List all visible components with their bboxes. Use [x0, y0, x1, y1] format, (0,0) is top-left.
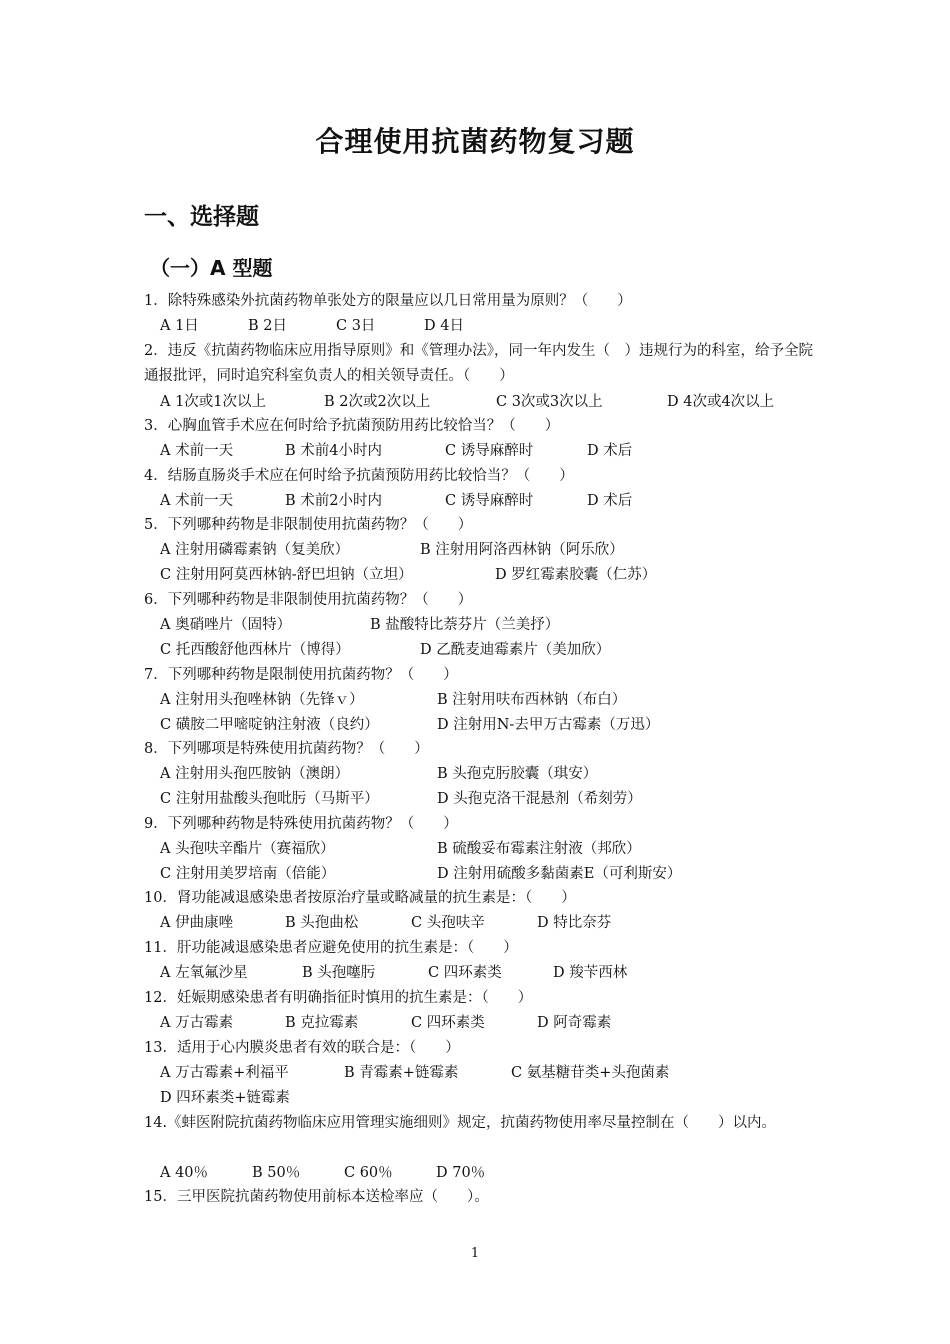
question-11: 11．肝功能减退感染患者应避免使用的抗生素是：（ ）: [144, 940, 518, 956]
option-a: A 术前一天: [160, 493, 234, 509]
option-b: B 2次或2次以上: [324, 394, 431, 410]
option-c: C 磺胺二甲嘧啶钠注射液（良约）: [160, 717, 379, 733]
option-d: D 4次或4次以上: [667, 394, 775, 410]
option-a: A 注射用磷霉素钠（复美欣）: [160, 542, 350, 558]
question-10: 10．肾功能减退感染患者按原治疗量或略减量的抗生素是：（ ）: [144, 890, 576, 906]
option-c: C 60％: [344, 1165, 393, 1181]
option-a: A 左氧氟沙星: [160, 965, 248, 981]
subsection-heading: （一）A 型题: [150, 256, 273, 280]
option-b: B 头孢曲松: [285, 915, 359, 931]
option-b: B 盐酸特比萘芬片（兰美抒）: [370, 617, 560, 633]
question-3: 3．心胸血管手术应在何时给予抗菌预防用药比较恰当？（ ）: [144, 418, 560, 434]
option-b: B 头孢克肟胶囊（琪安）: [437, 766, 598, 782]
question-4: 4．结肠直肠炎手术应在何时给予抗菌预防用药比较恰当？（ ）: [144, 468, 574, 484]
option-c: C 头孢呋辛: [411, 915, 485, 931]
option-c: C 诱导麻醉时: [445, 443, 534, 459]
option-b: B 注射用阿洛西林钠（阿乐欣）: [420, 542, 624, 558]
question-2: 2．违反《抗菌药物临床应用指导原则》和《管理办法》，同一年内发生（ ）违规行为的科室，给予全院通报批评，同时追究科室负责人的相关领导责任。（ ）: [144, 343, 813, 384]
option-d: D 注射用N-去甲万古霉素（万迅）: [437, 717, 660, 733]
question-1: 1．除特殊感染外抗菌药物单张处方的限量应以几日常用量为原则？（ ）: [144, 293, 632, 309]
option-d: D 乙酰麦迪霉素片（美加欣）: [420, 642, 611, 658]
option-a: A 奥硝唑片（固特）: [160, 617, 292, 633]
question-7: 7．下列哪种药物是限制使用抗菌药物？（ ）: [144, 667, 458, 683]
option-d: D 术后: [587, 443, 633, 459]
option-c: C 四环素类: [411, 1015, 485, 1031]
page-number: 1: [470, 1246, 480, 1261]
option-b: B 头孢噻肟: [302, 965, 376, 981]
option-b: B 克拉霉素: [285, 1015, 359, 1031]
option-d: D 4日: [424, 318, 464, 334]
option-d: D 阿奇霉素: [537, 1015, 612, 1031]
option-b: B 术前2小时内: [285, 493, 382, 509]
option-b: B 2日: [248, 318, 287, 334]
option-b: B 青霉素+链霉素: [344, 1065, 459, 1081]
option-d: D 头孢克洛干混悬剂（希刻劳）: [437, 791, 642, 807]
option-a: A 1日: [160, 318, 199, 334]
option-b: B 硫酸妥布霉素注射液（邦欣）: [437, 841, 641, 857]
option-b: B 术前4小时内: [285, 443, 382, 459]
option-d: D 罗红霉素胶囊（仁苏）: [495, 567, 657, 583]
option-a: A 1次或1次以上: [160, 394, 267, 410]
question-8: 8．下列哪项是特殊使用抗菌药物？（ ）: [144, 741, 429, 757]
question-14: 14.《蚌医附院抗菌药物临床应用管理实施细则》规定，抗菌药物使用率尽量控制在（ ）以内。: [144, 1115, 777, 1131]
question-12: 12．妊娠期感染患者有明确指征时慎用的抗生素是：（ ）: [144, 990, 533, 1006]
option-d: D 羧苄西林: [553, 965, 628, 981]
option-b: B 50％: [252, 1165, 301, 1181]
question-9: 9．下列哪种药物是特殊使用抗菌药物？（ ）: [144, 816, 458, 832]
option-a: A 万古霉素: [160, 1015, 234, 1031]
option-c: C 诱导麻醉时: [445, 493, 534, 509]
option-a: A 万古霉素+利福平: [160, 1065, 289, 1081]
option-c: C 注射用盐酸头孢吡肟（马斯平）: [160, 791, 379, 807]
question-6: 6．下列哪种药物是非限制使用抗菌药物？（ ）: [144, 592, 473, 608]
question-15: 15．三甲医院抗菌药物使用前标本送检率应（ ）。: [144, 1189, 489, 1205]
page-title: 合理使用抗菌药物复习题: [315, 125, 635, 158]
option-d: D 术后: [587, 493, 633, 509]
option-d: D 注射用硫酸多黏菌素E（可利斯安）: [437, 866, 682, 882]
option-c: C 3次或3次以上: [496, 394, 603, 410]
question-13: 13．适用于心内膜炎患者有效的联合是：（ ）: [144, 1040, 460, 1056]
question-5: 5．下列哪种药物是非限制使用抗菌药物？（ ）: [144, 517, 473, 533]
option-a: A 头孢呋辛酯片（赛福欣）: [160, 841, 335, 857]
option-b: B 注射用呋布西林钠（布白）: [437, 692, 627, 708]
option-c: C 氨基糖苷类+头孢菌素: [511, 1065, 670, 1081]
section-heading: 一、选择题: [144, 204, 259, 230]
option-c: C 托西酸舒他西林片（博得）: [160, 642, 350, 658]
option-c: C 四环素类: [428, 965, 502, 981]
option-c: C 注射用美罗培南（倍能）: [160, 866, 336, 882]
option-a: A 术前一天: [160, 443, 234, 459]
option-d: D 四环素类+链霉素: [160, 1090, 290, 1106]
option-a: A 注射用头孢唑林钠（先锋ｖ）: [160, 692, 364, 708]
option-a: A 注射用头孢匹胺钠（澳朗）: [160, 766, 350, 782]
option-c: C 注射用阿莫西林钠-舒巴坦钠（立坦）: [160, 567, 413, 583]
option-c: C 3日: [336, 318, 376, 334]
option-a: A 伊曲康唑: [160, 915, 234, 931]
option-a: A 40％: [160, 1165, 209, 1181]
option-d: D 70％: [436, 1165, 486, 1181]
option-d: D 特比奈芬: [537, 915, 612, 931]
